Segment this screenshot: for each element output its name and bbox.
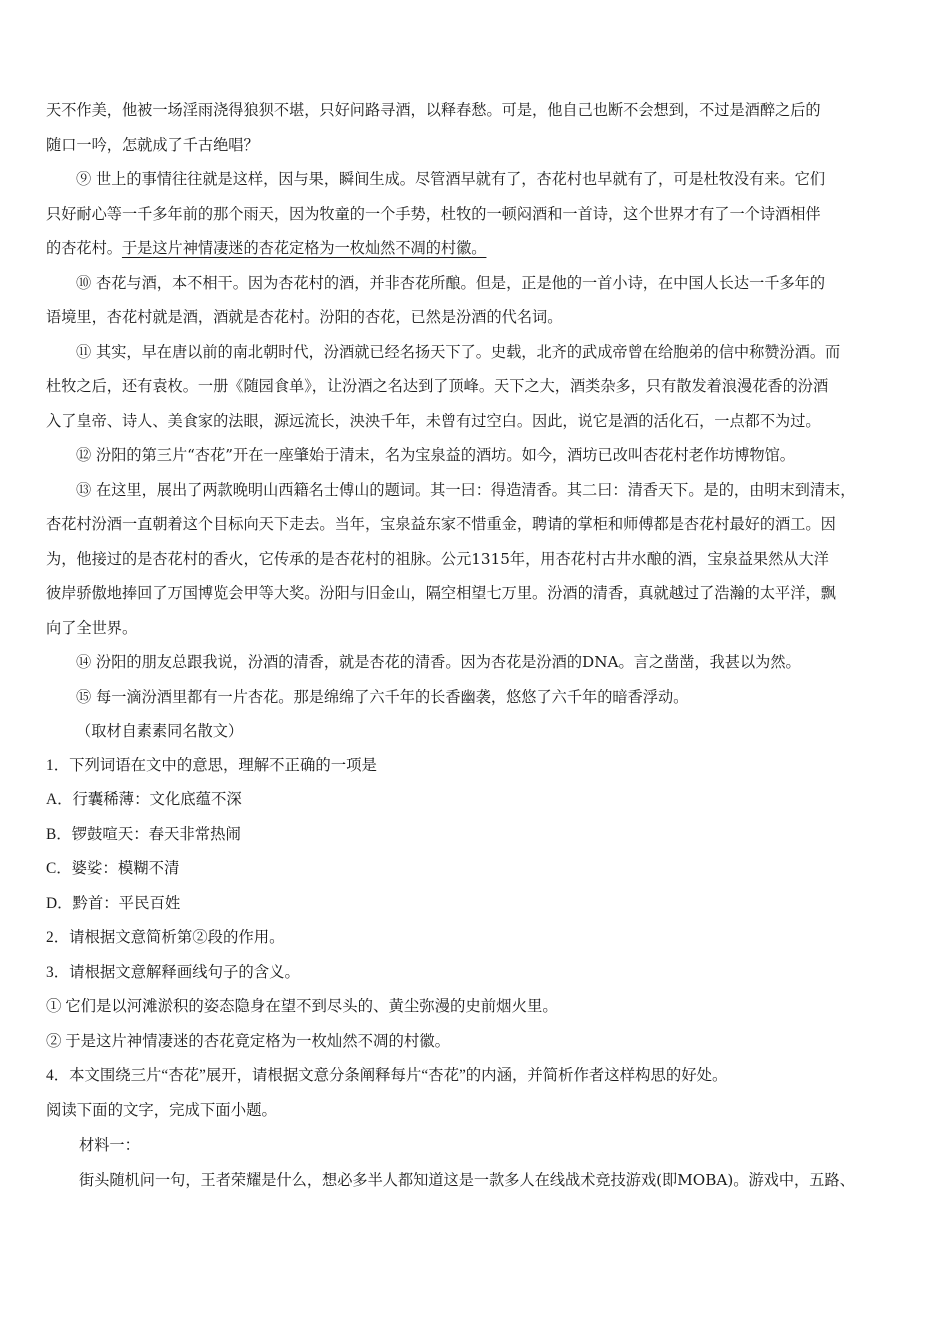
material-line: 街头随机问一句，王者荣耀是什么，想必多半人都知道这是一款多人在线战术竞技游戏(即MOBA)。游戏中，五路、 <box>79 1170 855 1189</box>
paragraph-11-line: ⑪ 其实，早在唐以前的南北朝时代，汾酒就已经名扬天下了。史载，北齐的武成帝曾在给胞弟的信中称赞汾酒。而 <box>76 342 841 361</box>
paragraph-10-line: ⑩ 杏花与酒，本不相干。因为杏花村的酒，并非杏花所酿。但是，正是他的一首小诗，在中国人长达一千多年的 <box>76 273 826 292</box>
paragraph-15-line: ⑮ 每一滴汾酒里都有一片杏花。那是绵绵了六千年的长香幽袭，悠悠了六千年的暗香浮动。 <box>76 687 689 706</box>
question-1-stem: 1．下列词语在文中的意思，理解不正确的一项是 <box>46 756 377 774</box>
reading-instruction: 阅读下面的文字，完成下面小题。 <box>46 1101 277 1119</box>
paragraph-12-line: ⑫ 汾阳的第三片“杏花”开在一座肇始于清末，名为宝泉益的酒坊。如今，酒坊已改叫杏花村老作坊博物馆。 <box>76 446 795 464</box>
source-note: （取材自素素同名散文） <box>76 722 244 740</box>
paragraph-13-line: 杏花村汾酒一直朝着这个目标向天下走去。当年，宝泉益东家不惜重金，聘请的掌柜和师傅都是杏花村最好的酒工。因 <box>46 515 836 533</box>
paragraph-14-line: ⑭ 汾阳的朋友总跟我说，汾酒的清香，就是杏花的清香。因为杏花是汾酒的DNA。言之凿凿，我甚以为然。 <box>76 653 801 671</box>
question-3-item-1: ① 它们是以河滩淤积的姿态隐身在望不到尽头的、黄尘弥漫的史前烟火里。 <box>46 998 558 1015</box>
paragraph-11-line: 入了皇帝、诗人、美食家的法眼，源远流长，泱泱千年，未曾有过空白。因此，说它是酒的活化石，一点都不为过。 <box>46 411 821 430</box>
paragraph-line: 天不作美，他被一场淫雨浇得狼狈不堪，只好问路寻酒，以释春愁。可是，他自己也断不会想到，不过是酒醉之后的 <box>46 101 821 119</box>
question-1-option-d: D．黔首：平民百姓 <box>46 894 181 912</box>
paragraph-11-line: 杜牧之后，还有袁枚。一册《随园食单》，让汾酒之名达到了顶峰。天下之大，酒类杂多，只有散发着浪漫花香的汾酒 <box>46 377 829 395</box>
question-2: 2．请根据文意简析第②段的作用。 <box>46 929 285 946</box>
paragraph-9-line: ⑨ 世上的事情往往就是这样，因与果，瞬间生成。尽管酒早就有了，杏花村也早就有了，可是杜牧没有来。它们 <box>76 170 826 188</box>
question-3-item-2: ② 于是这片神情凄迷的杏花竟定格为一枚灿然不凋的村徽。 <box>46 1032 451 1050</box>
paragraph-line: 随口一吟，怎就成了千古绝唱？ <box>46 135 259 154</box>
paragraph-13-line: 彼岸骄傲地捧回了万国博览会甲等大奖。汾阳与旧金山，隔空相望七万里。汾酒的清香，真就越过了浩瀚的太平洋，飘 <box>46 584 836 602</box>
paragraph-13-line: ⑬ 在这里，展出了两款晚明山西籍名士傅山的题词。其一曰：得造清香。其二曰：清香天下。是的，由明末到清末， <box>76 480 856 499</box>
question-1-option-c: C．婆娑：模糊不清 <box>46 860 180 877</box>
material-label: 材料一： <box>79 1136 140 1154</box>
paragraph-13-line: 为，他接过的是杏花村的香火，它传承的是杏花村的祖脉。公元1315年，用杏花村古井水酿的酒，宝泉益果然从大洋 <box>46 549 829 568</box>
question-1-option-b: B．锣鼓喧天：春天非常热闹 <box>46 825 241 843</box>
underlined-sentence: 于是这片神情凄迷的杏花定格为一枚灿然不凋的村徽。 <box>121 239 487 257</box>
question-1-option-a: A．行囊稀薄：文化底蕴不深 <box>46 791 242 808</box>
question-4: 4．本文围绕三片“杏花”展开，请根据文意分条阐释每片“杏花”的内涵，并简析作者这样构思的好处。 <box>46 1067 728 1084</box>
paragraph-9-line: 只好耐心等一千多年前的那个雨天，因为牧童的一个手势，杜牧的一顿闷酒和一首诗，这个世界才有了一个诗酒相伴 <box>46 204 821 223</box>
paragraph-13-line: 向了全世界。 <box>46 618 138 637</box>
paragraph-9-line <box>46 231 908 266</box>
plain-text: 的杏花村。 <box>46 239 122 257</box>
question-3-stem: 3．请根据文意解释画线句子的含义。 <box>46 963 300 981</box>
paragraph-10-line: 语境里，杏花村就是酒，酒就是杏花村。汾阳的杏花，已然是汾酒的代名词。 <box>46 308 563 326</box>
